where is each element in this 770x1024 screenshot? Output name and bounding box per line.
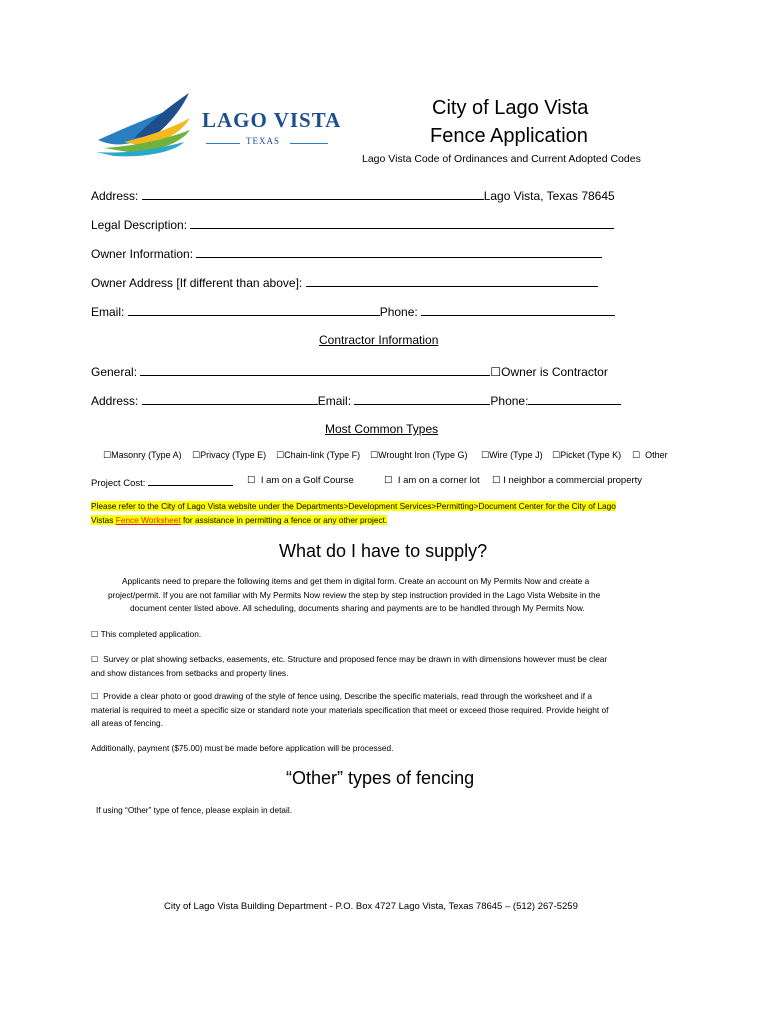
payment-note: Additionally, payment ($75.00) must be made before application will be processed. bbox=[91, 743, 394, 753]
project-row bbox=[91, 475, 233, 489]
owner-is-contractor-label: Owner is Contractor bbox=[501, 365, 608, 379]
type-masonry[interactable]: ☐Masonry (Type A) bbox=[103, 450, 182, 461]
project-cost-label: Project Cost: bbox=[91, 478, 146, 489]
type-chain-link[interactable]: ☐Chain-link (Type F) bbox=[276, 450, 361, 461]
supply-item-survey-line1: ☐ Survey or plat showing setbacks, easements, etc. Structure and proposed fence may be drawn in with dimensions however must be clear bbox=[91, 654, 608, 664]
type-wrought-iron[interactable]: ☐Wrought Iron (Type G) bbox=[370, 450, 468, 461]
supply-heading: What do I have to supply? bbox=[279, 541, 488, 561]
supply-intro-line2: project/permit. If you are not familiar with My Permits Now review the step by step instruction provided in the Lago Vista Website in the bbox=[108, 590, 601, 600]
contractor-address-field[interactable] bbox=[142, 392, 318, 405]
supply-item-photo-line1: ☐ Provide a clear photo or good drawing of the style of fence using, Describe the specific materials, read through the worksheet and if a bbox=[91, 691, 592, 701]
page-title-line1: City of Lago Vista bbox=[432, 97, 589, 119]
supply-item-survey-line2: and show distances from setbacks and property lines. bbox=[91, 668, 289, 678]
email-phone-row bbox=[91, 303, 615, 319]
legal-description-row bbox=[91, 216, 614, 232]
owner-information-field[interactable] bbox=[196, 245, 602, 258]
corner-lot-option[interactable]: ☐ I am on a corner lot bbox=[384, 475, 480, 486]
address-label: Address: bbox=[91, 189, 139, 203]
supply-item-survey-checkbox[interactable]: ☐ bbox=[91, 654, 99, 664]
email-field[interactable] bbox=[128, 303, 380, 316]
logo-state-line-right bbox=[290, 143, 328, 144]
contractor-general-label: General: bbox=[91, 365, 138, 379]
type-privacy[interactable]: ☐Privacy (Type E) bbox=[192, 450, 267, 461]
type-other[interactable]: ☐ Other bbox=[632, 450, 668, 461]
owner-is-contractor-checkbox[interactable]: ☐ bbox=[490, 365, 502, 379]
contractor-phone-field[interactable] bbox=[528, 392, 621, 405]
other-explanation-area[interactable] bbox=[91, 820, 681, 880]
type-wire[interactable]: ☐Wire (Type J) bbox=[481, 450, 543, 461]
phone-label: Phone: bbox=[379, 305, 418, 319]
logo-name: LAGO VISTA bbox=[202, 108, 342, 132]
fence-worksheet-link[interactable]: Fence Worksheet bbox=[115, 515, 181, 525]
other-heading: “Other” types of fencing bbox=[286, 768, 475, 788]
other-explanation: If using “Other” type of fence, please explain in detail. bbox=[96, 805, 293, 815]
legal-description-label: Legal Description: bbox=[91, 218, 188, 232]
owner-information-label: Owner Information: bbox=[91, 247, 194, 261]
owner-information-row bbox=[91, 245, 602, 261]
golf-course-option[interactable]: ☐ I am on a Golf Course bbox=[247, 475, 354, 486]
supply-intro-line1: Applicants need to prepare the following items and get them in digital form. Create an account on My Permits Now and create a bbox=[122, 576, 590, 586]
email-label: Email: bbox=[91, 305, 125, 319]
commercial-neighbor-option[interactable]: ☐ I neighbor a commercial property bbox=[492, 475, 643, 486]
supply-item-photo-line3: all areas of fencing. bbox=[91, 718, 163, 728]
address-row bbox=[91, 187, 615, 203]
owner-address-row bbox=[91, 274, 598, 290]
address-field[interactable] bbox=[142, 187, 484, 200]
lago-vista-logo bbox=[94, 88, 344, 158]
legal-description-field[interactable] bbox=[190, 216, 614, 229]
supply-intro-line3: document center listed above. All scheduling, documents sharing and payments are to be handled through My Permits Now. bbox=[130, 603, 585, 613]
contractor-address-row bbox=[91, 392, 621, 408]
contractor-general-row bbox=[91, 363, 608, 379]
phone-field[interactable] bbox=[421, 303, 615, 316]
contractor-address-label: Address: bbox=[91, 394, 139, 408]
notice-line1: Please refer to the City of Lago Vista website under the Departments>Development Services>Permitting>Document Center for the City of Lago bbox=[91, 501, 616, 511]
owner-address-label: Owner Address [If different than above]: bbox=[91, 276, 303, 290]
contractor-phone-label: Phone: bbox=[490, 394, 529, 408]
page-title-line2: Fence Application bbox=[430, 125, 588, 147]
supply-item-photo-checkbox[interactable]: ☐ bbox=[91, 691, 99, 701]
logo-state-line-left bbox=[206, 143, 240, 144]
footer-contact: City of Lago Vista Building Department - P.O. Box 4727 Lago Vista, Texas 78645 – (512) 267-5259 bbox=[164, 901, 578, 912]
supply-item-application: ☐ This completed application. bbox=[91, 629, 202, 639]
supply-item-application-checkbox[interactable]: ☐ bbox=[91, 629, 99, 639]
notice-line2: Vistas Fence Worksheet for assistance in permitting a fence or any other project. bbox=[91, 515, 388, 525]
types-heading: Most Common Types bbox=[325, 422, 439, 436]
address-suffix: Lago Vista, Texas 78645 bbox=[483, 189, 615, 203]
logo-state: TEXAS bbox=[246, 136, 280, 146]
type-picket[interactable]: ☐Picket (Type K) bbox=[552, 450, 622, 461]
contractor-general-field[interactable] bbox=[140, 363, 490, 376]
contractor-heading: Contractor Information bbox=[319, 333, 439, 347]
page-subtitle: Lago Vista Code of Ordinances and Current Adopted Codes bbox=[362, 153, 641, 165]
supply-item-photo-line2: material is required to meet a specific size or standard note your materials specification that meet or exceed those required. Provide height of bbox=[91, 705, 609, 715]
owner-address-field[interactable] bbox=[306, 274, 598, 287]
contractor-email-label: Email: bbox=[317, 394, 352, 408]
project-cost-field[interactable] bbox=[148, 475, 233, 486]
contractor-email-field[interactable] bbox=[354, 392, 490, 405]
